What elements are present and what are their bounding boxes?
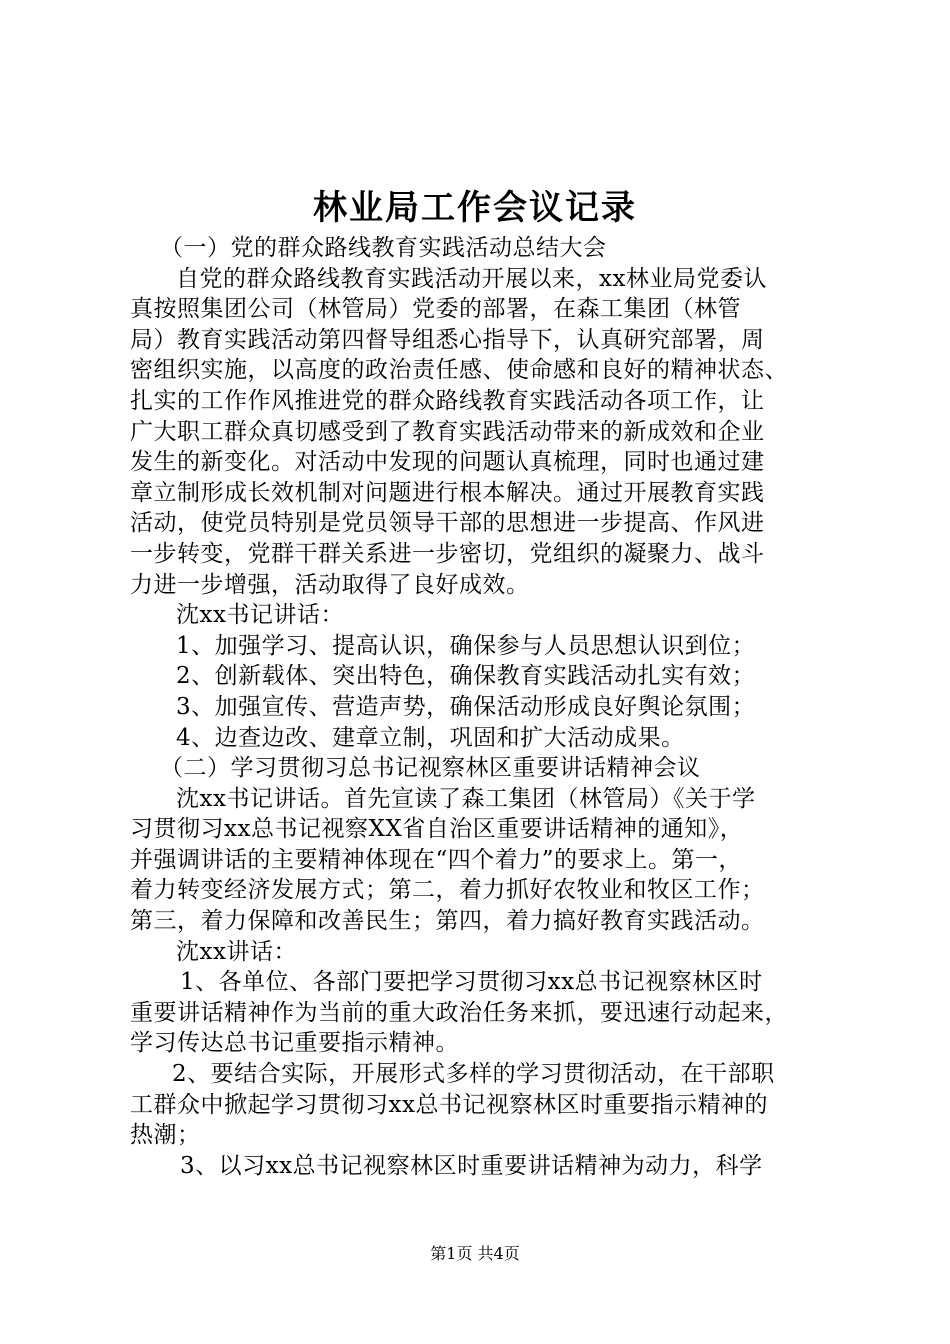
body-line: 沈xx讲话： xyxy=(176,938,297,965)
body-line: 沈xx书记讲话。首先宣读了森工集团（林管局）《关于学 xyxy=(176,785,756,812)
body-line: 1、各单位、各部门要把学习贯彻习xx总书记视察林区时 xyxy=(180,969,763,996)
body-line: 2、创新载体、突出特色，确保教育实践活动扎实有效； xyxy=(176,663,756,690)
body-line: （二）学习贯彻习总书记视察林区重要讲话精神会议 xyxy=(160,755,701,782)
body-line: 1、加强学习、提高认识，确保参与人员思想认识到位； xyxy=(176,632,756,659)
body-line: 广大职工群众真切感受到了教育实践活动带来的新成效和企业 xyxy=(130,418,765,445)
body-line: （一）党的群众路线教育实践活动总结大会 xyxy=(160,235,607,261)
document-body xyxy=(130,233,830,1181)
body-line: 力进一步增强，活动取得了良好成效。 xyxy=(130,571,530,598)
body-line: 一步转变，党群干群关系进一步密切，党组织的凝聚力、战斗 xyxy=(130,540,765,567)
body-line: 着力转变经济发展方式；第二，着力抓好农牧业和牧区工作； xyxy=(130,877,765,904)
document-title: 林业局工作会议记录 xyxy=(313,188,637,228)
body-line: 沈xx书记讲话： xyxy=(176,602,344,629)
body-line: 习贯彻习xx总书记视察XX省自治区重要讲话精神的通知》， xyxy=(130,816,744,843)
body-line: 章立制形成长效机制对问题进行根本解决。通过开展教育实践 xyxy=(130,479,765,506)
body-line: 热潮； xyxy=(130,1122,201,1149)
body-line: 3、以习xx总书记视察林区时重要讲话精神为动力，科学 xyxy=(180,1152,763,1179)
body-line: 并强调讲话的主要精神体现在“四个着力”的要求上。第一， xyxy=(130,846,743,873)
body-line: 扎实的工作作风推进党的群众路线教育实践活动各项工作，让 xyxy=(130,387,765,414)
body-line: 活动，使党员特别是党员领导干部的思想进一步提高、作风进 xyxy=(130,510,765,537)
body-line: 3、加强宣传、营造声势，确保活动形成良好舆论氛围； xyxy=(176,693,756,720)
body-line: 真按照集团公司（林管局）党委的部署，在森工集团（林管 xyxy=(130,296,741,323)
page-footer: 第1页 共4页 xyxy=(430,1244,520,1263)
body-line: 自党的群众路线教育实践活动开展以来，xx林业局党委认 xyxy=(176,265,767,292)
body-line: 4、边查边改、建章立制，巩固和扩大活动成果。 xyxy=(176,724,685,751)
body-line: 学习传达总书记重要指示精神。 xyxy=(130,1030,459,1057)
body-line: 发生的新变化。对活动中发现的问题认真梳理，同时也通过建 xyxy=(130,449,765,476)
body-line: 第三，着力保障和改善民生；第四，着力搞好教育实践活动。 xyxy=(130,908,765,935)
body-line: 密组织实施，以高度的政治责任感、使命感和良好的精神状态、 xyxy=(130,357,788,384)
body-line: 重要讲话精神作为当前的重大政治任务来抓，要迅速行动起来， xyxy=(130,999,788,1026)
body-line: 2、要结合实际，开展形式多样的学习贯彻活动，在干部职 xyxy=(172,1061,775,1088)
body-line: 局）教育实践活动第四督导组悉心指导下，认真研究部署，周 xyxy=(130,326,765,353)
body-line: 工群众中掀起学习贯彻习xx总书记视察林区时重要指示精神的 xyxy=(130,1091,768,1118)
